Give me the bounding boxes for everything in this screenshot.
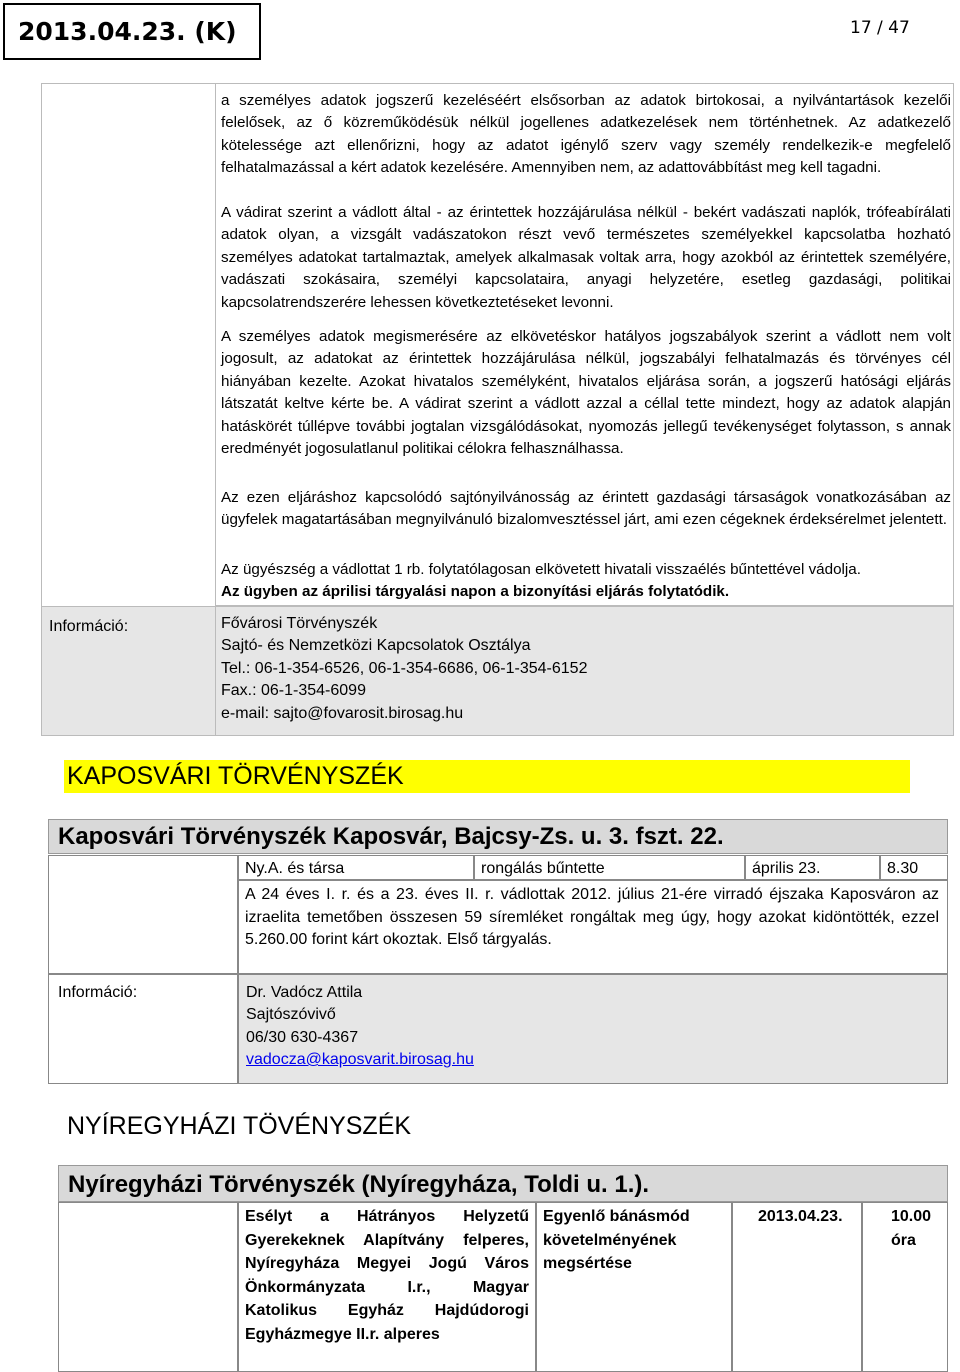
paragraph: a személyes adatok jogszerű kezeléséért elsősorban az adatok birtokosai, a nyilvántartások kezelői felelősek, az ő közreműködésük nélkül jogellenes adatkezelések nem történhetnek. Az adatkezelő kötelessége azt ellenőrizni, hogy az adatot igénylő szerv vagy személy rendelkezik-e megfelelő felhatalmazással a kért adatok kezelésére. Amennyiben nem, az adattovábbítást meg kell tagadni. — [221, 92, 951, 177]
contact-line: Fax.: 06-1-354-6099 — [221, 682, 366, 700]
date-box: 2013.04.23. (K) — [3, 3, 261, 60]
case-row — [238, 855, 948, 880]
page-number: 17 / 47 — [850, 18, 910, 38]
case-parties: Esélyt a Hátrányos Helyzetű Gyerekeknek Alapítvány felperes, Nyíregyháza Megyei Jogú Város Önkormányzata I.r., Magyar Katolikus Egyház Hajdúdorogi Egyházmegye II.r. alperes — [238, 1202, 536, 1372]
case-charge: rongálás bűntette — [474, 855, 745, 880]
info-label-cell — [41, 606, 215, 736]
case-parties: Ny.A. és társa — [238, 855, 474, 880]
email-link[interactable]: vadocza@kaposvarit.birosag.hu — [246, 1051, 474, 1069]
case-date: április 23. — [745, 855, 880, 880]
court-banner-kaposvar: KAPOSVÁRI TÖRVÉNYSZÉK — [64, 760, 910, 793]
contact-block — [239, 975, 947, 1072]
contact-line: e-mail: sajto@fovarosit.birosag.hu — [221, 704, 464, 722]
contact-line: Fővárosi Törvényszék — [221, 615, 378, 632]
court-address-header: Kaposvári Törvényszék Kaposvár, Bajcsy-Zs. u. 3. fszt. 22. — [48, 819, 948, 854]
court-banner-nyiregyhaza: NYÍREGYHÁZI TÖVÉNYSZÉK — [67, 1112, 412, 1140]
paragraph: A vádirat szerint a vádlott által - az érintettek hozzájárulása nélkül - bekért vadászati naplók, trófeabírálati adatok olyan, a vizsgált vadászatokon részt vevő természetes személyekkel kapcsolatba hozható személyes adatokat tartalmaztak, amelyek alkalmasak voltak arra, hogy azokból az érintettek személyére, vadászati szokásaira, személyi kapcsolataira, anyagi helyzetére, esetleg gazdasági, politikai kapcsolatrendszerére lehessen következtetéseket levonni. — [221, 204, 951, 311]
court-address-header: Nyíregyházi Törvényszék (Nyíregyháza, Toldi u. 1.). — [58, 1165, 948, 1202]
contact-line: 06/30 630-4367 — [246, 1028, 359, 1046]
contact-line: Sajtó- és Nemzetközi Kapcsolatok Osztálya — [221, 637, 531, 655]
case-time: 8.30 — [880, 855, 948, 880]
bold-statement: Az ügyben az áprilisi tárgyalási napon a bizonyítási eljárás folytatódik. — [221, 583, 730, 600]
case-subject: Egyenlő bánásmód követelményének megsértése — [536, 1202, 732, 1372]
paragraph: Az ezen eljáráshoz kapcsolódó sajtónyilvánosság az érintett gazdasági társaságok vonatkozásában az ügyfelek magatartásában megnyilvánuló bizalomvesztéssel járt, ami ezen cégeknek érdeksérelmet jelentett. — [221, 489, 951, 529]
info-label: Információ: — [49, 618, 129, 635]
case-description-cell — [238, 880, 948, 974]
case-left-cell — [58, 1202, 238, 1372]
case-time: 10.00 óra — [862, 1202, 948, 1372]
paragraph: A személyes adatok megismerésére az elkövetéskor hatályos jogszabályok szerint a vádlott nem volt jogosult, az adatokat az érintettek hozzájárulása nélkül, jogszabályi felhatalmazás és törvényes cél hiányában kezelte. Azokat hivatalos személyként, hivatalos eljárása során, a jogszerű hatósági eljárás látszatát keltve kérte be. A vádirat szerint a vádlott azzal a céllal tette mindezt, hogy az adatok alapján hatáskörét túllépve további jogtalan vizsgálódásokat, nyomozás jellegű tevékenységet folytasson, s annak eredményét jogosulatlanul politikai célokra felhasználhassa. — [221, 328, 951, 458]
case-description: A 24 éves I. r. és a 23. éves II. r. vádlottak 2012. július 21-ére virradó éjszaka Kaposváron az izraelita temetőben összesen 59 síremléket rongáltak meg úgy, hogy azokat kidöntötték, ezzel 5.260.00 forint kárt okoztak. Első tárgyalás. — [245, 886, 939, 948]
case-date: 2013.04.23. — [732, 1202, 862, 1372]
case-left-cell — [48, 855, 238, 974]
info-contact-cell — [238, 974, 948, 1084]
paragraph: Az ügyészség a vádlottat 1 rb. folytatólagosan elkövetett hivatali visszaélés bűntettével vádolja. — [221, 561, 861, 578]
contact-line: Sajtószóvivő — [246, 1006, 336, 1024]
contact-line: Tel.: 06-1-354-6526, 06-1-354-6686, 06-1-354-6152 — [221, 659, 588, 677]
contact-line: Dr. Vadócz Attila — [246, 984, 363, 1001]
info-label-cell — [48, 974, 238, 1084]
contact-block — [221, 613, 587, 725]
info-label: Információ: — [58, 984, 138, 1001]
